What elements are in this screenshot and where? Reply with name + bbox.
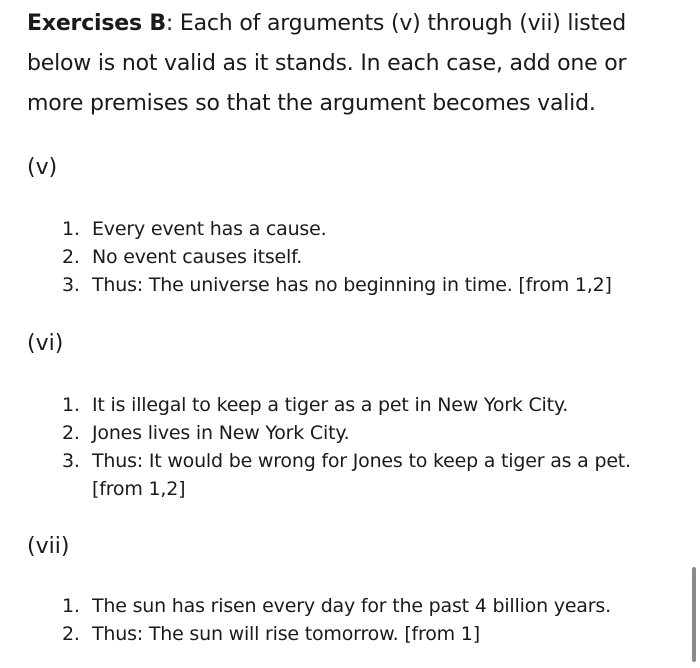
item-number: 3. <box>62 450 80 472</box>
premise-item <box>0 215 682 243</box>
item-number: 2. <box>62 422 80 444</box>
section-label-v: (v) <box>27 155 58 180</box>
item-text: It is illegal to keep a tiger as a pet in New York City. <box>92 394 569 416</box>
item-number: 1. <box>62 218 80 240</box>
item-text: Thus: The sun will rise tomorrow. [from 1] <box>92 623 480 645</box>
item-text: No event causes itself. <box>92 246 303 268</box>
premise-item <box>0 419 682 447</box>
scrollbar-thumb[interactable] <box>692 567 696 662</box>
exercise-heading: Exercises B <box>27 11 166 36</box>
premise-item <box>0 243 682 271</box>
item-text: Jones lives in New York City. <box>92 422 350 444</box>
argument-vii-list <box>0 592 700 648</box>
section-label-vi: (vi) <box>27 331 64 356</box>
instructions-text: Each of arguments (v) through (vii) listed below is not valid as it stands. In each case, add one or more premises so that the argument becomes valid. <box>27 11 627 116</box>
argument-v-list <box>0 215 700 299</box>
conclusion-item <box>0 447 682 503</box>
item-number: 2. <box>62 623 80 645</box>
premise-item <box>0 391 682 419</box>
exercise-instructions <box>27 4 672 124</box>
argument-vi-list <box>0 391 700 503</box>
item-number: 3. <box>62 274 80 296</box>
premise-item <box>0 592 682 620</box>
section-label-vii: (vii) <box>27 534 70 559</box>
conclusion-item <box>0 271 682 299</box>
item-text: Thus: It would be wrong for Jones to keep a tiger as a pet. [from 1,2] <box>92 450 631 500</box>
item-number: 2. <box>62 246 80 268</box>
item-number: 1. <box>62 394 80 416</box>
heading-colon: : <box>165 11 174 36</box>
item-text: The sun has risen every day for the past 4 billion years. <box>92 595 611 617</box>
conclusion-item <box>0 620 682 648</box>
item-number: 1. <box>62 595 80 617</box>
item-text: Every event has a cause. <box>92 218 327 240</box>
item-text: Thus: The universe has no beginning in time. [from 1,2] <box>92 274 612 296</box>
